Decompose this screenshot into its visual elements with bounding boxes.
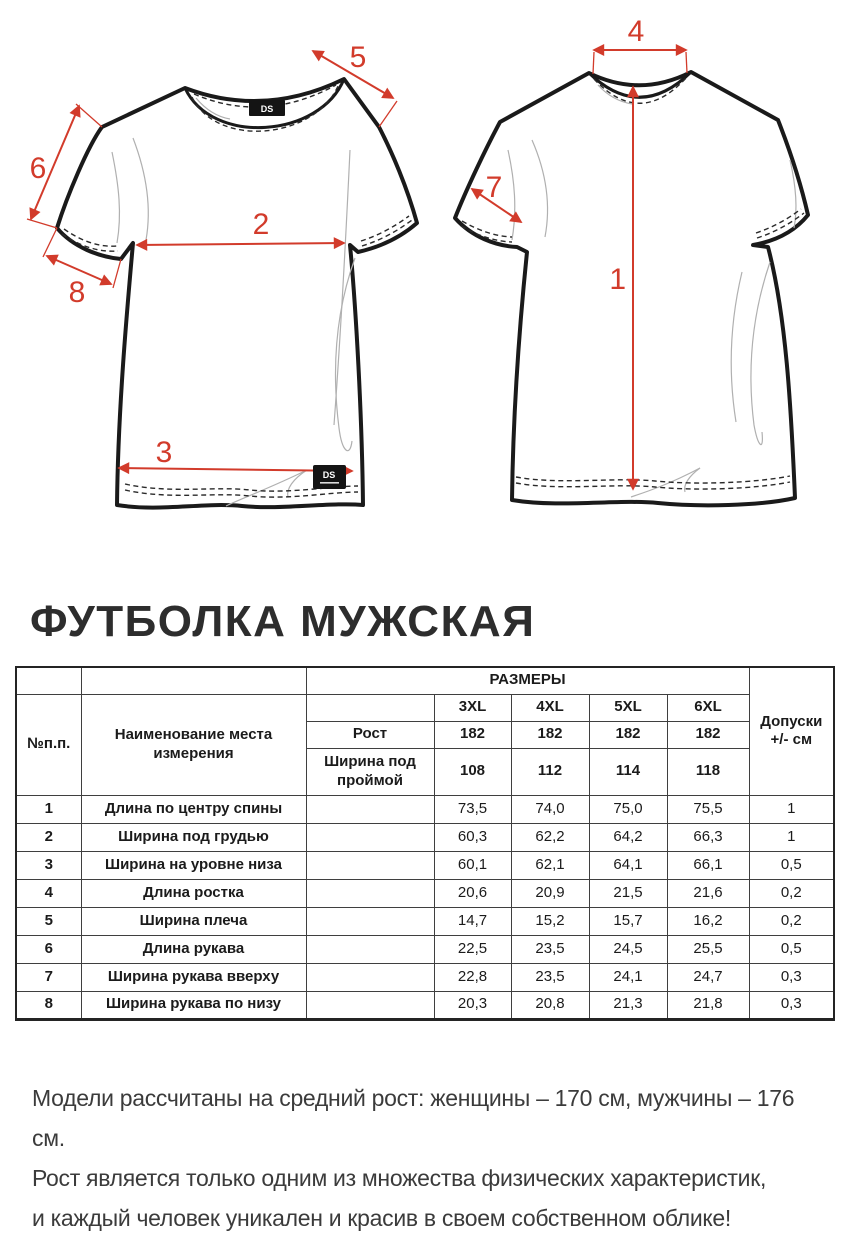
dim-label-7: 7 <box>485 171 503 204</box>
value-cell: 25,5 <box>667 935 749 963</box>
value-cell: 64,2 <box>589 823 667 851</box>
dim-ext-line <box>686 52 687 73</box>
tshirt-back-view <box>455 15 808 505</box>
page-title: ФУТБОЛКА МУЖСКАЯ <box>30 597 536 646</box>
measure-name-cell: Длина рукава <box>81 935 306 963</box>
empty-cell <box>306 991 434 1019</box>
table-row <box>16 907 834 935</box>
empty-cell <box>306 694 434 721</box>
table-row <box>16 851 834 879</box>
value-cell: 60,3 <box>434 823 511 851</box>
value-cell: 24,7 <box>667 963 749 991</box>
armhole-value-cell: 118 <box>667 748 749 795</box>
table-row <box>16 963 834 991</box>
value-cell: 15,7 <box>589 907 667 935</box>
neck-brand-text: DS <box>260 104 274 114</box>
front-shirt-outline <box>57 79 417 508</box>
size-header-3xl: 3XL <box>434 694 511 721</box>
tolerance-cell: 0,3 <box>749 991 834 1019</box>
table-row <box>16 667 834 694</box>
row-num-cell: 8 <box>16 991 81 1019</box>
value-cell: 16,2 <box>667 907 749 935</box>
value-cell: 23,5 <box>511 935 589 963</box>
growth-label-cell: Рост <box>306 721 434 748</box>
value-cell: 74,0 <box>511 795 589 823</box>
value-cell: 22,5 <box>434 935 511 963</box>
value-cell: 21,6 <box>667 879 749 907</box>
dim-label-3: 3 <box>155 436 173 469</box>
tolerance-cell: 0,2 <box>749 907 834 935</box>
armhole-value-cell: 108 <box>434 748 511 795</box>
value-cell: 66,3 <box>667 823 749 851</box>
tolerance-header-cell: Допуски +/- см <box>749 667 834 795</box>
tshirt-measurement-diagram <box>0 0 841 560</box>
dim-label-6: 6 <box>29 152 47 185</box>
hem-brand-text: DS <box>322 470 336 480</box>
hem-brand-label <box>313 465 346 489</box>
value-cell: 64,1 <box>589 851 667 879</box>
dim-label-4: 4 <box>627 15 645 48</box>
neck-brand-label <box>249 100 285 116</box>
value-cell: 20,8 <box>511 991 589 1019</box>
value-cell: 62,2 <box>511 823 589 851</box>
dim-label-2: 2 <box>252 208 270 241</box>
tolerance-cell: 1 <box>749 823 834 851</box>
tolerance-cell: 1 <box>749 795 834 823</box>
empty-cell <box>306 879 434 907</box>
measure-name-cell: Длина по центру спины <box>81 795 306 823</box>
size-header-4xl: 4XL <box>511 694 589 721</box>
value-cell: 24,5 <box>589 935 667 963</box>
value-cell: 75,5 <box>667 795 749 823</box>
value-cell: 22,8 <box>434 963 511 991</box>
row-num-cell: 3 <box>16 851 81 879</box>
growth-value-cell: 182 <box>511 721 589 748</box>
row-num-cell: 7 <box>16 963 81 991</box>
footer-line: Рост является только одним из множества физических характеристик, <box>32 1165 767 1191</box>
value-cell: 15,2 <box>511 907 589 935</box>
empty-cell <box>306 823 434 851</box>
row-num-cell: 6 <box>16 935 81 963</box>
value-cell: 75,0 <box>589 795 667 823</box>
tshirt-front-view <box>27 41 417 508</box>
value-cell: 20,3 <box>434 991 511 1019</box>
measure-name-cell: Ширина на уровне низа <box>81 851 306 879</box>
row-num-cell: 4 <box>16 879 81 907</box>
dim-ext-line <box>113 259 121 288</box>
row-num-cell: 1 <box>16 795 81 823</box>
table-row <box>16 694 834 721</box>
sizes-header-cell: РАЗМЕРЫ <box>306 667 749 694</box>
measure-name-cell: Ширина рукава по низу <box>81 991 306 1019</box>
value-cell: 24,1 <box>589 963 667 991</box>
back-shirt-outline <box>455 72 808 505</box>
tolerance-cell: 0,3 <box>749 963 834 991</box>
tolerance-cell: 0,5 <box>749 851 834 879</box>
empty-cell <box>306 907 434 935</box>
table-row <box>16 991 834 1019</box>
size-header-5xl: 5XL <box>589 694 667 721</box>
empty-cell <box>81 667 306 694</box>
empty-cell <box>16 667 81 694</box>
dim-ext-line <box>43 228 57 257</box>
dim-ext-line <box>76 104 102 127</box>
empty-cell <box>306 963 434 991</box>
table-row <box>16 935 834 963</box>
dim-label-1: 1 <box>609 263 626 296</box>
value-cell: 21,8 <box>667 991 749 1019</box>
measure-name-cell: Ширина плеча <box>81 907 306 935</box>
empty-cell <box>306 935 434 963</box>
dim-label-8: 8 <box>68 276 86 309</box>
value-cell: 21,3 <box>589 991 667 1019</box>
tolerance-cell: 0,2 <box>749 879 834 907</box>
value-cell: 23,5 <box>511 963 589 991</box>
growth-value-cell: 182 <box>434 721 511 748</box>
table-row <box>16 795 834 823</box>
value-cell: 73,5 <box>434 795 511 823</box>
armhole-label-cell: Ширина под проймой <box>306 748 434 795</box>
table-row <box>16 879 834 907</box>
growth-value-cell: 182 <box>589 721 667 748</box>
table-row <box>16 823 834 851</box>
empty-cell <box>306 851 434 879</box>
armhole-value-cell: 114 <box>589 748 667 795</box>
armhole-value-cell: 112 <box>511 748 589 795</box>
dim-ext-line <box>27 219 57 228</box>
dim-ext-line <box>379 101 397 127</box>
measure-name-cell: Ширина рукава вверху <box>81 963 306 991</box>
growth-value-cell: 182 <box>667 721 749 748</box>
measure-name-cell: Длина ростка <box>81 879 306 907</box>
size-table <box>15 666 835 1021</box>
value-cell: 60,1 <box>434 851 511 879</box>
size-header-6xl: 6XL <box>667 694 749 721</box>
value-cell: 20,9 <box>511 879 589 907</box>
tolerance-cell: 0,5 <box>749 935 834 963</box>
dim-ext-line <box>593 52 594 74</box>
name-header-cell: Наименование места измерения <box>81 694 306 795</box>
footer-line: и каждый человек уникален и красив в своем собственном облике! <box>32 1205 732 1231</box>
measure-name-cell: Ширина под грудью <box>81 823 306 851</box>
value-cell: 62,1 <box>511 851 589 879</box>
row-num-cell: 5 <box>16 907 81 935</box>
footer-note <box>32 1078 824 1238</box>
value-cell: 21,5 <box>589 879 667 907</box>
value-cell: 66,1 <box>667 851 749 879</box>
empty-cell <box>306 795 434 823</box>
footer-line: Модели рассчитаны на средний рост: женщины – 170 см, мужчины – 176 см. <box>32 1085 795 1151</box>
value-cell: 14,7 <box>434 907 511 935</box>
value-cell: 20,6 <box>434 879 511 907</box>
dim-label-5: 5 <box>349 41 367 74</box>
row-num-cell: 2 <box>16 823 81 851</box>
num-header-cell: №п.п. <box>16 694 81 795</box>
